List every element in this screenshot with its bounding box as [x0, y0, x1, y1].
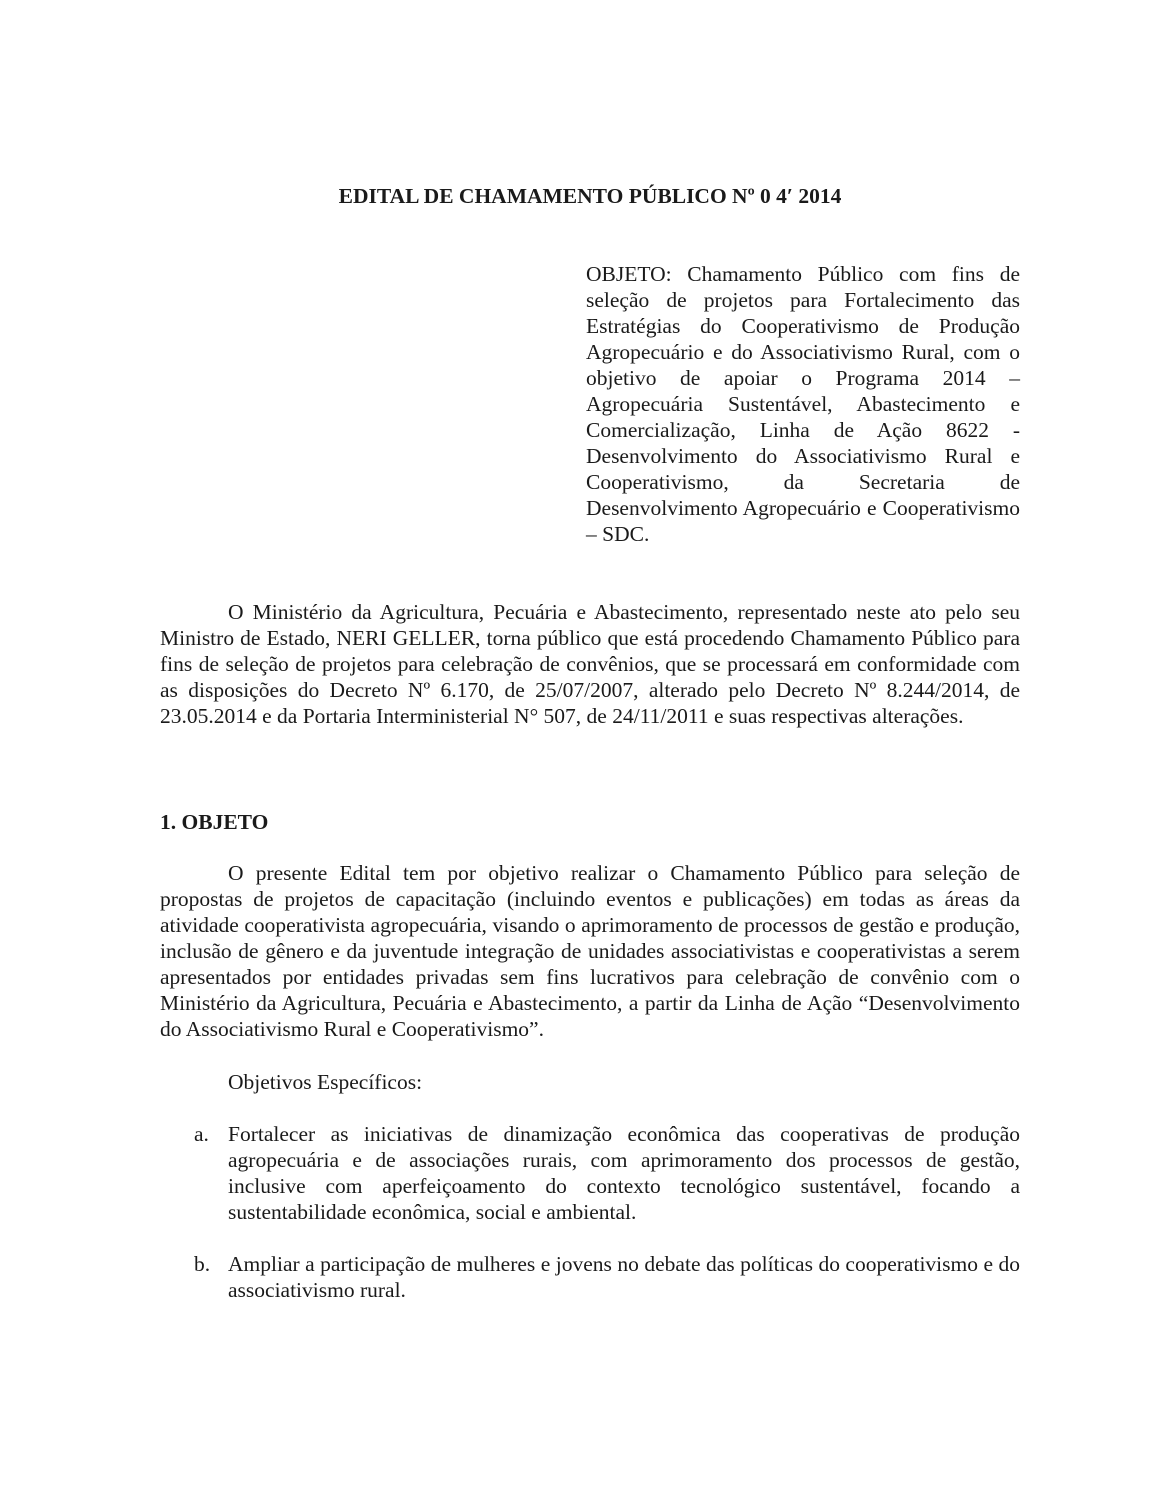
list-item-marker: a. [194, 1122, 209, 1146]
document-title: EDITAL DE CHAMAMENTO PÚBLICO Nº 0 4′ 2014 [338, 184, 842, 208]
list-item-text: Fortalecer as iniciativas de dinamização econômica das cooperativas de produção agropecuária e de associações rurais, com aprimoramento dos processos de gestão, inclusive com aperfeiçoamento do contexto tecnológico sustentável, focando a sustentabilidade econômica, social e ambiental. [228, 1122, 1020, 1224]
intro-paragraph: O Ministério da Agricultura, Pecuária e Abastecimento, representado neste ato pelo seu Ministro de Estado, NERI GELLER, torna público que está procedendo Chamamento Público para fins de seleção de projetos para celebração de convênios, que se processará em conformidade com as disposições do Decreto Nº 6.170, de 25/07/2007, alterado pelo Decreto Nº 8.244/2014, de 23.05.2014 e da Portaria Interministerial N° 507, de 24/11/2011 e suas respectivas alterações. [160, 600, 1020, 728]
section-heading-objeto: 1. OBJETO [160, 810, 269, 834]
objeto-summary: OBJETO: Chamamento Público com fins de seleção de projetos para Fortalecimento das Estratégias do Cooperativismo de Produção Agropecuário e do Associativismo Rural, com o objetivo de apoiar o Programa 2014 – Agropecuária Sustentável, Abastecimento e Comercialização, Linha de Ação 8622 - Desenvolvimento do Associativismo Rural e Cooperativismo, da Secretaria de Desenvolvimento Agropecuário e Cooperativismo – SDC. [586, 262, 1020, 546]
list-item-text: Ampliar a participação de mulheres e jovens no debate das políticas do cooperativismo e do associativismo rural. [228, 1252, 1020, 1302]
specific-objectives-heading: Objetivos Específicos: [228, 1070, 423, 1094]
list-item-marker: b. [194, 1252, 211, 1276]
section-objeto-paragraph: O presente Edital tem por objetivo realizar o Chamamento Público para seleção de propostas de projetos de capacitação (incluindo eventos e publicações) em todas as áreas da atividade cooperativista agropecuária, visando o aprimoramento de processos de gestão e produção, inclusão de gênero e da juventude integração de unidades associativistas e cooperativistas a serem apresentados por entidades privadas sem fins lucrativos para celebração de convênio com o Ministério da Agricultura, Pecuária e Abastecimento, a partir da Linha de Ação “Desenvolvimento do Associativismo Rural e Cooperativismo”. [160, 861, 1020, 1041]
